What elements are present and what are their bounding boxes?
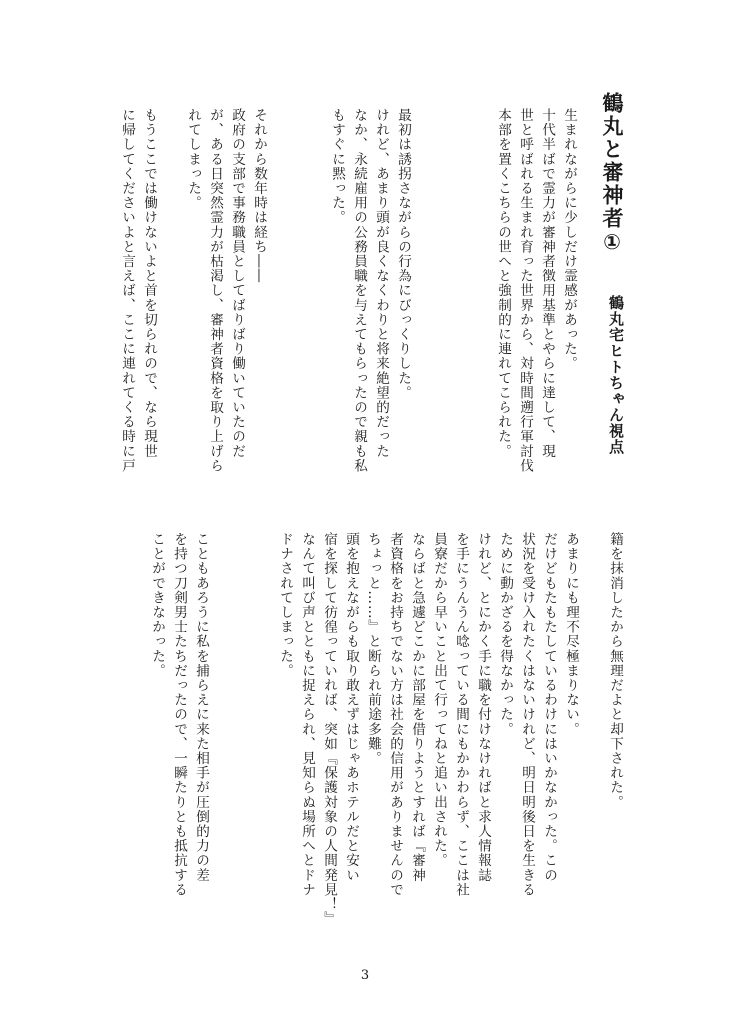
text-column: 状況を受け入れたくはないけれど、明日明後日を生きる — [519, 532, 535, 897]
text-column: 頭を抱えながらも取り敢えずはじゃあホテルだと安い — [343, 532, 359, 883]
text-column: 宿を探して彷徨っていれば、突如『保護対象の人間発見！』 — [321, 532, 337, 927]
text-column: もうここでは働けないよと首を切られので、なら現世 — [141, 108, 157, 459]
page-number: 3 — [360, 968, 370, 983]
text-column: 員寮だから早いこと出て行ってねと追い出された。 — [431, 532, 447, 868]
text-column: だけどもたもたしているわけにはいかなかった。この — [541, 532, 557, 883]
text-column: それから数年時は経ち―― — [251, 108, 267, 284]
text-column: けれど、あまり頭が良くなくわりと将来絶望的だった — [373, 108, 389, 459]
text-column: もすぐに黙った。 — [329, 108, 345, 225]
text-column: ちょっと……』と断られ前途多難。 — [365, 532, 381, 766]
text-column: を持つ刀剣男士たちだったので、一瞬たりとも抵抗する — [171, 532, 187, 897]
text-column: 本部を置くこちらの世へと強制的に連れてこられた。 — [495, 108, 511, 459]
text-column: 世と呼ばれる生まれ育った世界から、対時間遡行軍討伐 — [517, 108, 533, 473]
text-column: あまりにも理不尽極まりない。 — [563, 532, 579, 737]
text-column: ならばと急遽どこかに部屋を借りようとすれば『審神 — [409, 532, 425, 883]
text-column: 政府の支部で事務職員としてばりばり働いていたのだ — [229, 108, 245, 459]
text-column: なんて叫び声とともに捉えられ、見知らぬ場所へとドナ — [299, 532, 315, 897]
text-column: が、ある日突然霊力が枯渇し、審神者資格を取り上げら — [207, 108, 223, 473]
text-column: 者資格をお持ちでない方は社会的信用がありませんので — [387, 532, 403, 897]
text-column: 十代半ばで霊力が審神者徴用基準とやらに達して、現 — [539, 108, 555, 459]
text-column: 籍を抹消したから無理だよと却下された。 — [607, 532, 623, 810]
page-title: 鶴丸と審神者① — [600, 92, 624, 256]
text-column: ために動かざるを得なかった。 — [497, 532, 513, 737]
text-column: ドナされてしまった。 — [277, 532, 293, 678]
text-column: を手にうんうん唸っている間にもかかわらず、ここは社 — [453, 532, 469, 897]
text-column: こともあろうに私を捕らえに来た相手が圧倒的力の差 — [193, 532, 209, 883]
text-column: ことができなかった。 — [149, 532, 165, 678]
text-column: なか、永続雇用の公務員職を与えてもらったので親も私 — [351, 108, 367, 473]
text-column: に帰してくださいよと言えば、ここに連れてくる時に戸 — [119, 108, 135, 473]
text-column: れてしまった。 — [185, 108, 201, 211]
text-column: 生まれながらに少しだけ霊感があった。 — [561, 108, 577, 371]
page-subtitle: 鶴丸宅ヒトちゃん視点 — [607, 295, 625, 455]
text-column: 最初は誘拐さながらの行為にびっくりした。 — [395, 108, 411, 400]
text-column: けれど、とにかく手に職を付けなければと求人情報誌 — [475, 532, 491, 883]
